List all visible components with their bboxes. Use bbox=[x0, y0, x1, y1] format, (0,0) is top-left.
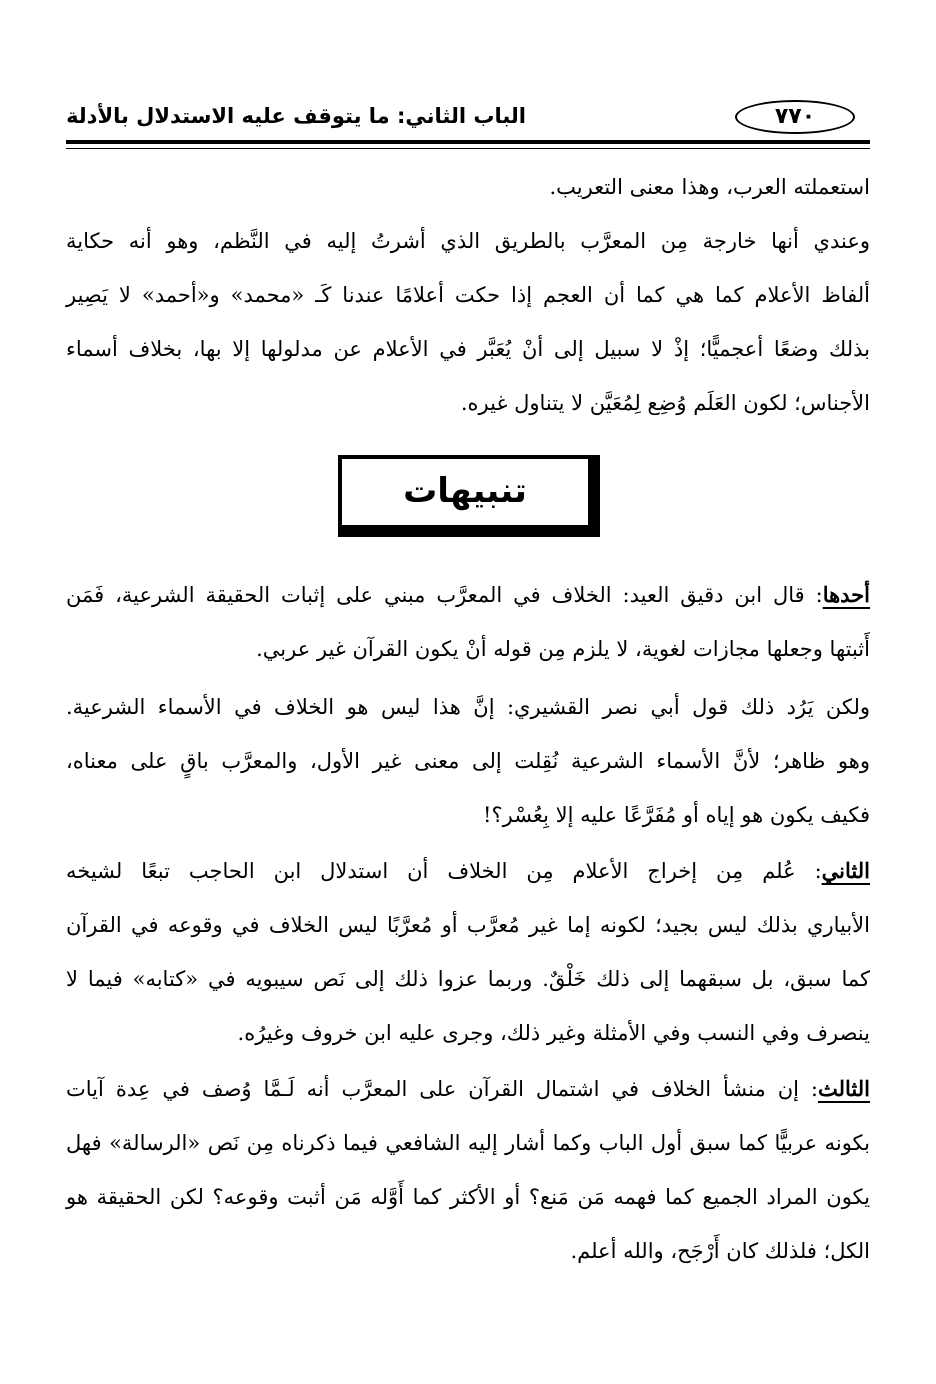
text-line: أَثبتها وجعلها مجازات لغوية، لا يلزم مِن قوله أنْ يكون القرآن غير عربي. bbox=[256, 637, 870, 661]
page-number: ٧٧٠ bbox=[735, 100, 855, 134]
text-line: الأجناس؛ لكون العَلَم وُضِع لِمُعَيَّن لا يتناول غيره. bbox=[460, 391, 870, 415]
note-text: : قال ابن دقيق العيد: الخلاف في المعرَّب مبني على إثبات الحقيقة الشرعية، فَمَن bbox=[66, 583, 823, 607]
text-line: بذلك وضعًا أعجميًّا؛ إذْ لا سبيل إلى أنْ يُعَبَّر في الأعلام عن مدلولها إلا بها، بخلاف أسماء bbox=[66, 337, 870, 361]
text-line: الأبياري بذلك ليس بجيد؛ لكونه إما غير مُعرَّب أو مُعرَّبًا ليس الخلاف في وقوعه في القرآن bbox=[66, 913, 870, 937]
note-third bbox=[66, 1062, 870, 1278]
note-first bbox=[66, 568, 870, 676]
text-line: ولكن يَرُد ذلك قول أبي نصر القشيري: إنَّ هذا ليس هو الخلاف في الأسماء الشرعية. bbox=[66, 695, 870, 719]
chapter-running-title: الباب الثاني: ما يتوقف عليه الاستدلال بالأدلة bbox=[66, 104, 526, 128]
note-label: الثالث bbox=[818, 1076, 870, 1101]
text-line: وهو ظاهر؛ لأنَّ الأسماء الشرعية نُقِلت إلى معنى غير الأول، والمعرَّب باقٍ على معناه، bbox=[66, 749, 870, 773]
note-first-continued bbox=[66, 680, 870, 842]
section-heading-box bbox=[338, 455, 600, 537]
text-line: ألفاظ الأعلام كما هي كما أن العجم إذا حكت أعلامًا عندنا كَـ «محمد» و«أحمد» لا يَصِير bbox=[66, 283, 870, 307]
text-line: فكيف يكون هو إياه أو مُفَرَّعًا عليه إلا بِعُسْر؟! bbox=[483, 803, 870, 827]
text-line bbox=[66, 568, 870, 622]
header-rule-thick bbox=[66, 140, 870, 144]
text-line: كما سبق، بل سبقهما إلى ذلك خَلْقٌ. وربما عزوا ذلك إلى نَص سيبويه في «كتابه» فيما لا bbox=[66, 967, 870, 991]
note-text: : عُلم مِن إخراج الأعلام مِن الخلاف أن استدلال ابن الحاجب تبعًا لشيخه bbox=[66, 859, 822, 883]
note-label: الثاني bbox=[821, 858, 870, 883]
header-rule-thin bbox=[66, 148, 870, 149]
text-line: يكون المراد الجميع كما فهمه مَن مَنع؟ أو الأكثر كما أَوَّله مَن أثبت وقوعه؟ لكن الحقيقة هو bbox=[66, 1185, 870, 1209]
text-line bbox=[66, 1062, 870, 1116]
note-second bbox=[66, 844, 870, 1060]
intro-paragraph bbox=[66, 160, 870, 430]
text-line: وعندي أنها خارجة مِن المعرَّب بالطريق الذي أشرتُ إليه في النَّظم، وهو أنه حكاية bbox=[66, 229, 870, 253]
text-line: الكل؛ فلذلك كان أَرْجَح، والله أعلم. bbox=[570, 1239, 870, 1263]
text-line: استعملته العرب، وهذا معنى التعريب. bbox=[549, 175, 870, 199]
text-line: بكونه عربيًّا كما سبق أول الباب وكما أشار إليه الشافعي فيما ذكرناه مِن نَص «الرسالة» فهل bbox=[66, 1131, 870, 1155]
note-text: : إن منشأ الخلاف في اشتمال القرآن على المعرَّب أنه لَـمَّا وُصف في عِدة آيات bbox=[66, 1077, 818, 1101]
text-line: ينصرف وفي النسب وفي الأمثلة وغير ذلك، وجرى عليه ابن خروف وغيرُه. bbox=[237, 1021, 870, 1045]
note-label: أحدها bbox=[822, 582, 870, 607]
text-line bbox=[66, 844, 870, 898]
section-heading: تنبيهات bbox=[340, 457, 590, 527]
